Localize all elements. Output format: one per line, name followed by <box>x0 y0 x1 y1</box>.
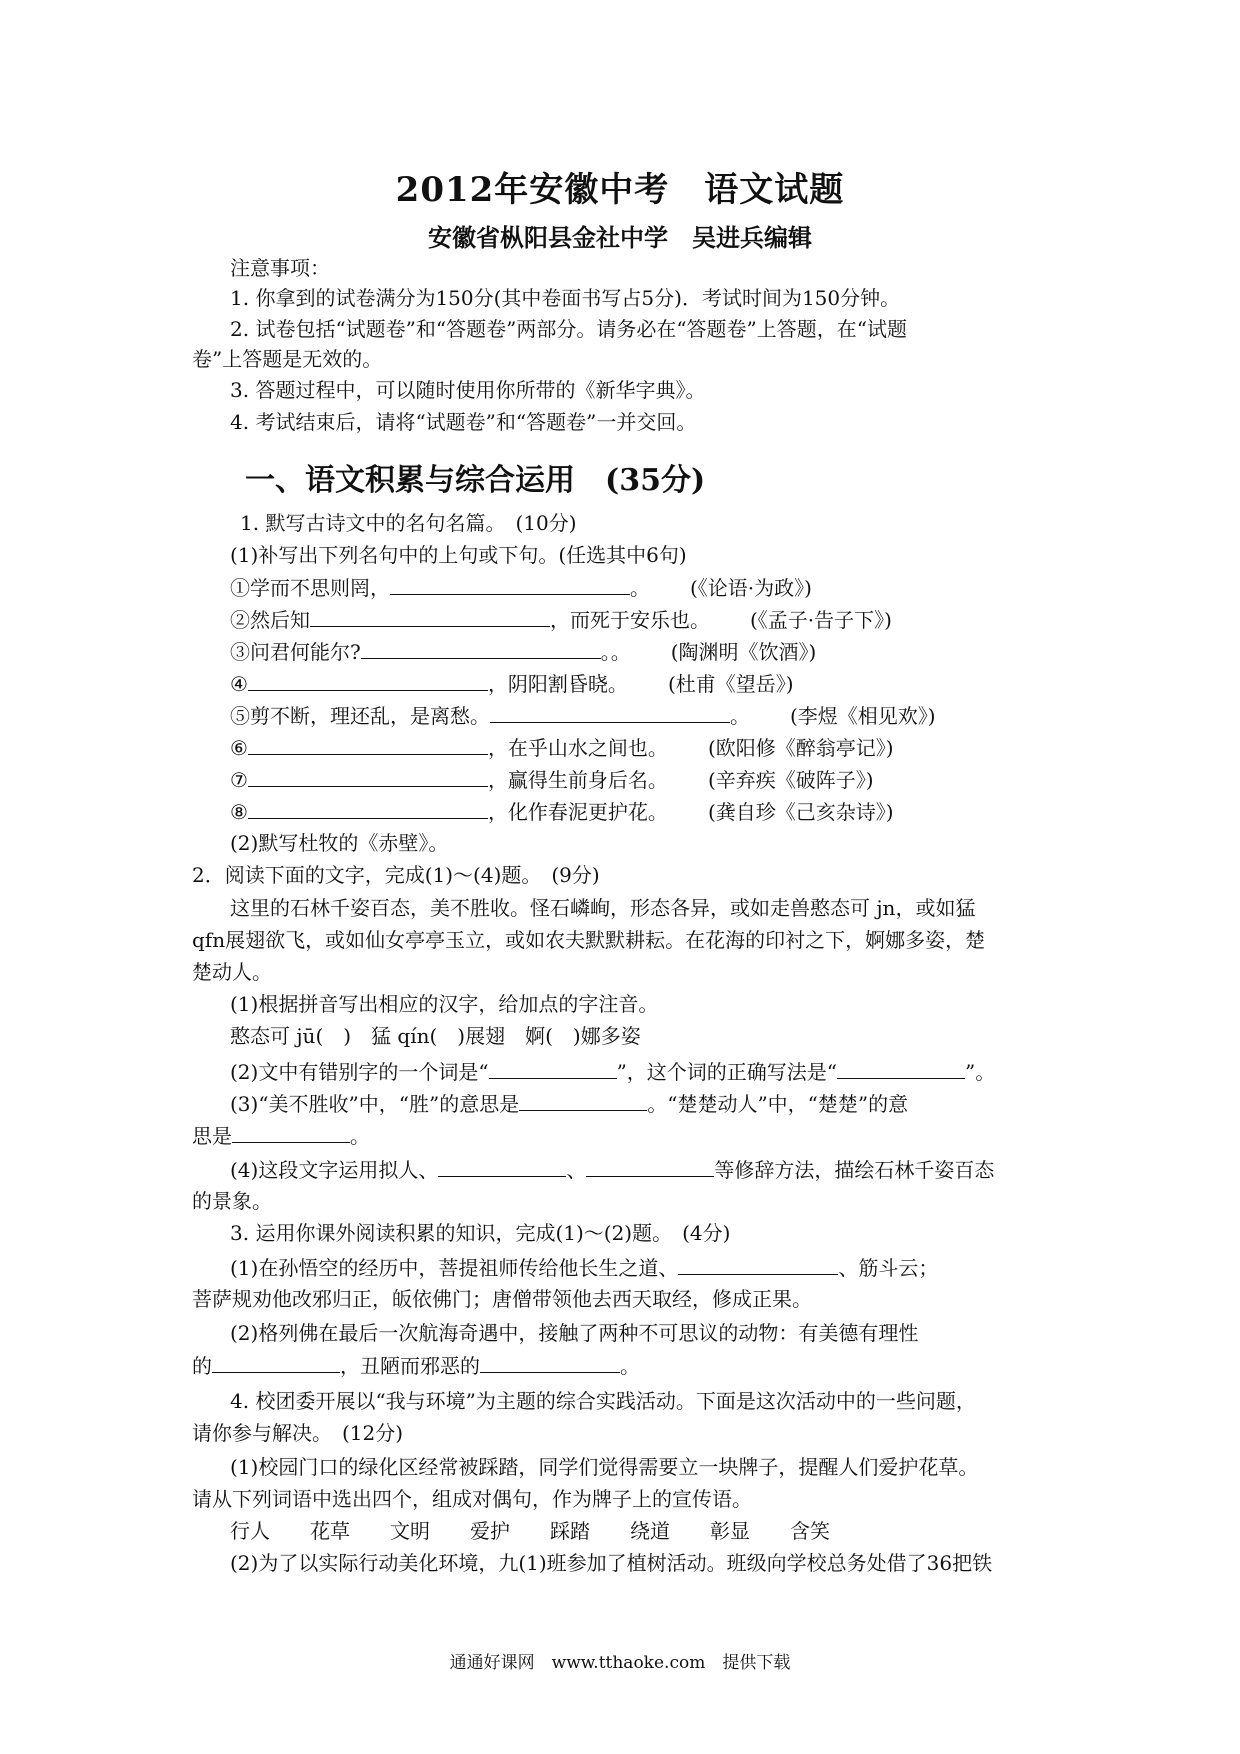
answer-blank[interactable] <box>489 1056 617 1079</box>
answer-blank[interactable] <box>490 700 730 723</box>
passage-text: qfn展翅欲飞，或如仙女亭亭玉立，或如农夫默默耕耘。在花海的印衬之下，婀娜多姿，楚 <box>192 928 986 952</box>
answer-blank[interactable] <box>837 1056 965 1079</box>
answer-blank[interactable] <box>212 1350 340 1373</box>
answer-blank[interactable] <box>438 1154 566 1177</box>
question-stem: 1. 默写古诗文中的名句名篇。 (10分) <box>240 511 577 535</box>
poem-line: ⑦ ，赢得生前身后名。 (辛弃疾《破阵子》) <box>230 764 1062 795</box>
passage-text: 楚动人。 <box>192 960 272 984</box>
poem-line: ⑧ ，化作春泥更护花。 (龚自珍《己亥杂诗》) <box>230 796 1062 827</box>
answer-blank[interactable] <box>361 636 601 659</box>
question-sub: (1)在孙悟空的经历中，菩提祖师传给他长生之道、 、筋斗云； <box>230 1252 1062 1283</box>
question-sub: 的景象。 <box>192 1189 272 1213</box>
poem-line: ④ ，阴阳割昏晓。 (杜甫《望岳》) <box>230 668 1062 699</box>
notice-item: 1. 你拿到的试卷满分为150分(其中卷面书写占5分)．考试时间为150分钟。 <box>230 286 901 310</box>
question-sub: 请从下列词语中选出四个，组成对偶句，作为牌子上的宣传语。 <box>192 1487 752 1511</box>
poem-line: ①学而不思则罔， 。 (《论语·为政》) <box>230 572 1062 603</box>
answer-blank[interactable] <box>248 796 488 819</box>
poem-line: ②然后知 ，而死于安乐也。 (《孟子·告子下》) <box>230 604 1062 635</box>
poem-line: ⑥ ，在乎山水之间也。 (欧阳修《醉翁亭记》) <box>230 732 1062 763</box>
question-stem: 请你参与解决。 (12分) <box>192 1421 404 1445</box>
answer-blank[interactable] <box>232 1120 350 1143</box>
notice-item: 3. 答题过程中，可以随时使用你所带的《新华字典》。 <box>230 378 706 402</box>
answer-blank[interactable] <box>248 764 488 787</box>
exam-title: 2012年安徽中考 语文试题 <box>395 170 845 210</box>
question-sub: (1)根据拼音写出相应的汉字，给加点的字注音。 <box>230 992 659 1016</box>
answer-blank[interactable] <box>248 668 488 691</box>
answer-blank[interactable] <box>519 1088 647 1111</box>
answer-blank[interactable] <box>248 732 488 755</box>
question-sub: (1)补写出下列名句中的上句或下句。(任选其中6句) <box>230 543 687 567</box>
question-stem: 3. 运用你课外阅读积累的知识，完成(1)～(2)题。 (4分) <box>230 1221 731 1245</box>
notice-heading: 注意事项： <box>230 256 330 280</box>
question-stem: 2．阅读下面的文字，完成(1)～(4)题。 (9分) <box>192 863 600 887</box>
notice-item: 4. 考试结束后，请将“试题卷”和“答题卷”一并交回。 <box>230 410 697 434</box>
question-sub: (3)“美不胜收”中，“胜”的意思是 。“楚楚动人”中，“楚楚”的意 <box>230 1088 1062 1119</box>
passage-text: 这里的石林千姿百态，美不胜收。怪石嶙峋，形态各异，或如走兽憨态可 jn，或如猛 <box>230 896 976 920</box>
answer-blank[interactable] <box>586 1154 714 1177</box>
word-list: 行人 花草 文明 爱护 踩踏 绕道 彰显 含笑 <box>230 1519 830 1543</box>
answer-blank[interactable] <box>480 1350 620 1373</box>
poem-line: ③问君何能尔? 。。 (陶渊明《饮酒》) <box>230 636 1062 667</box>
question-sub: (4)这段文字运用拟人、 、 等修辞方法，描绘石林千姿百态 <box>230 1154 1062 1185</box>
answer-blank[interactable] <box>310 604 550 627</box>
question-sub: (2)格列佛在最后一次航海奇遇中，接触了两种不可思议的动物：有美德有理性 <box>230 1321 919 1345</box>
question-stem: 4. 校团委开展以“我与环境”为主题的综合实践活动。下面是这次活动中的一些问题， <box>230 1389 976 1413</box>
question-sub: 思是 。 <box>192 1120 1062 1151</box>
page-footer: 通通好课网 www.tthaoke.com 提供下载 <box>449 1653 791 1673</box>
answer-blank[interactable] <box>390 572 630 595</box>
answer-blank[interactable] <box>678 1252 838 1275</box>
notice-item: 2. 试卷包括“试题卷”和“答题卷”两部分。请务必在“答题卷”上答题，在“试题 <box>230 317 908 341</box>
notice-item: 卷”上答题是无效的。 <box>192 347 383 371</box>
exam-subtitle: 安徽省枞阳县金社中学 吴进兵编辑 <box>428 223 812 252</box>
question-sub: (2)为了以实际行动美化环境，九(1)班参加了植树活动。班级向学校总务处借了36把铁 <box>230 1551 993 1575</box>
pinyin-line: 憨态可 jū( ) 猛 qín( )展翅 婀( )娜多姿 <box>230 1024 641 1048</box>
question-sub: (2)文中有错别字的一个词是“ ”，这个词的正确写法是“ ”。 <box>230 1056 1062 1087</box>
question-sub: 菩萨规劝他改邪归正，皈依佛门；唐僧带领他去西天取经，修成正果。 <box>192 1287 812 1311</box>
poem-line: ⑤剪不断，理还乱，是离愁。 。 (李煜《相见欢》) <box>230 700 1062 731</box>
question-sub: (1)校园门口的绿化区经常被踩踏，同学们觉得需要立一块牌子，提醒人们爱护花草。 <box>230 1455 979 1479</box>
question-sub: 的 ，丑陋而邪恶的 。 <box>192 1350 1062 1381</box>
question-sub: (2)默写杜牧的《赤壁》。 <box>230 831 449 855</box>
section-heading: 一、语文积累与综合运用 (35分) <box>245 463 706 498</box>
